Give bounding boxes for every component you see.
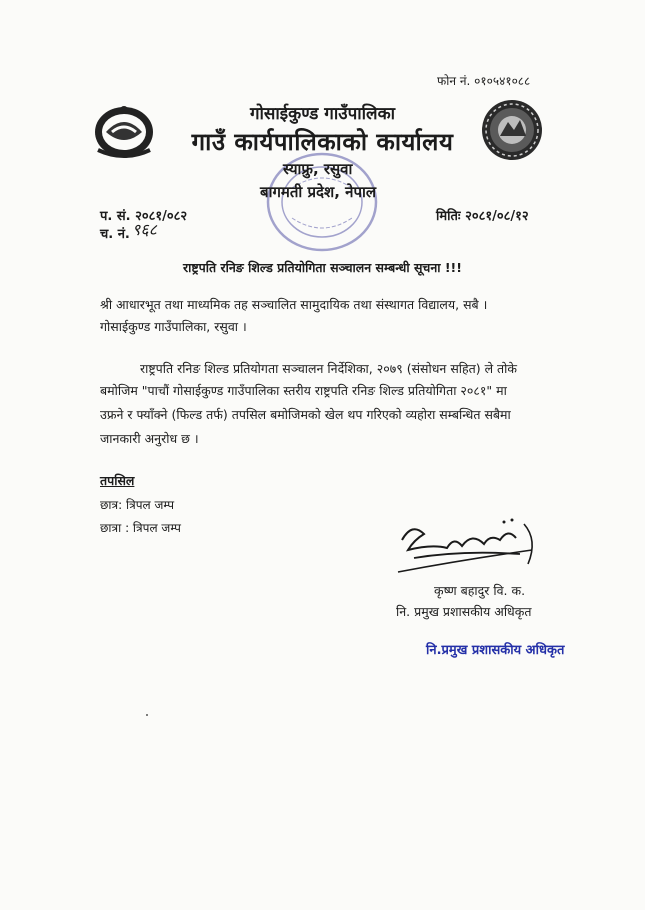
body-line-2: बमोजिम "पाचौं गोसाईकुण्ड गाउँपालिका स्तरीय राष्ट्रपति रनिङ शिल्ड प्रतियोगिता २०८१" मा	[100, 383, 507, 398]
letter-subject: राष्ट्रपति रनिङ शिल्ड प्रतियोगिता सञ्चालन सम्बन्धी सूचना !!!	[183, 260, 462, 275]
body-line-4: जानकारी अनुरोध छ ।	[100, 431, 199, 446]
reference-number: प. सं. २०८१/०८२	[100, 209, 188, 224]
signatory-name: कृष्ण बहादुर वि. क.	[434, 583, 526, 598]
municipality-name: गोसाईकुण्ड गाउँपालिका	[249, 104, 396, 124]
tapsil-item-girls: छात्रा : त्रिपल जम्प	[100, 521, 181, 535]
addressee-line-2: गोसाईकुण्ड गाउँपालिका, रसुवा ।	[100, 319, 247, 334]
district-name: स्याफ्रु, रसुवा	[283, 160, 353, 178]
dispatch-number: ९६८	[132, 220, 157, 239]
signature-icon	[392, 510, 542, 584]
tapsil-item-boys: छात्र: त्रिपल जम्प	[100, 498, 175, 512]
office-name: गाउँ कार्यपालिकाको कार्यालय	[191, 128, 454, 156]
letter-date: मितिः २०८१/०८/१२	[436, 209, 529, 224]
body-line-3: उफ्रने र फ्याँक्ने (फिल्ड तर्फ) तपसिल बमोजिमको खेल थप गरिएको व्यहोरा सम्बन्धित सबैमा	[100, 407, 511, 422]
dispatch-label: च. नं.	[100, 227, 130, 242]
addressee-line-1: श्री आधारभूत तथा माध्यमिक तह सञ्चालित सामुदायिक तथा संस्थागत विद्यालय, सबै ।	[100, 297, 488, 312]
signatory-stamp: नि.प्रमुख प्रशासकीय अधिकृत	[426, 643, 565, 658]
signatory-title: नि. प्रमुख प्रशासकीय अधिकृत	[396, 604, 532, 619]
phone-number: फोन नं. ०१०५४१०८८	[437, 74, 531, 88]
scan-speck	[146, 714, 148, 716]
tapsil-heading: तपसिल	[100, 473, 135, 488]
province-name: बागमती प्रदेश, नेपाल	[260, 183, 377, 201]
body-line-1: राष्ट्रपति रनिङ शिल्ड प्रतियोगता सञ्चालन निर्देशिका, २०७९ (संसोधन सहित) ले तोके	[140, 361, 518, 376]
